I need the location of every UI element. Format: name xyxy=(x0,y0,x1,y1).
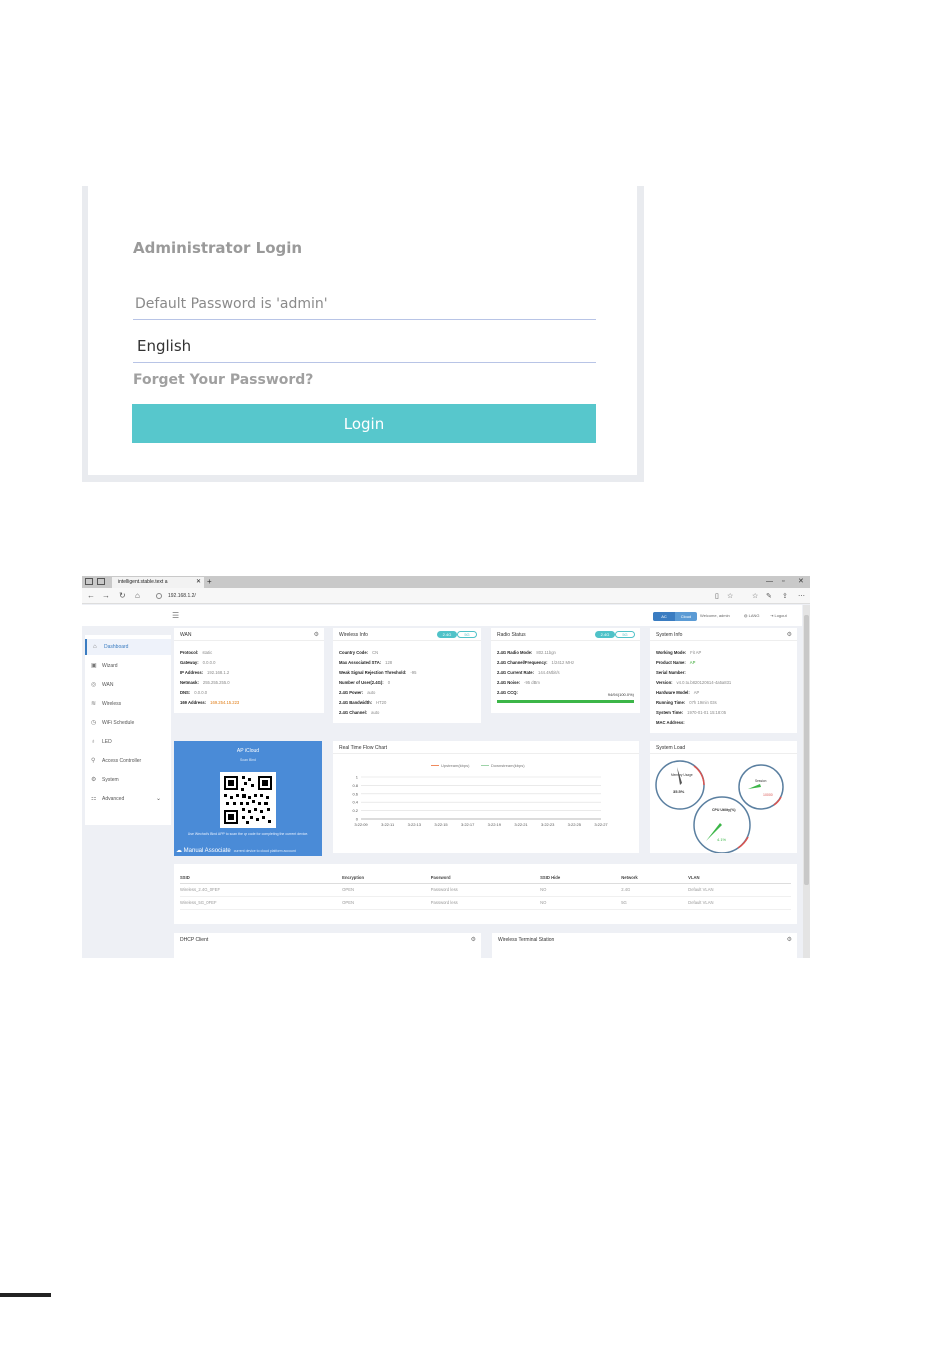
sidebar-item-label: WAN xyxy=(102,682,114,688)
sidebar-item-dashboard[interactable] xyxy=(85,639,171,655)
sidebar-item-system[interactable] xyxy=(85,772,171,788)
sidebar-item-wireless[interactable] xyxy=(85,696,171,712)
table-row[interactable] xyxy=(180,896,791,909)
pen-icon[interactable]: ✎ xyxy=(766,593,772,600)
system-info-panel xyxy=(650,628,797,733)
cpu-label: CPU Utility(%) xyxy=(712,808,736,812)
radio-row: 2.4G Radio Mode: 802.11bgn xyxy=(497,650,556,655)
sysinfo-row: Version: v4.0.tu.b820120614-4a5a831 xyxy=(656,680,732,685)
system-load-panel xyxy=(650,741,797,853)
manual-sub: current device to cloud platform account xyxy=(233,849,296,853)
wan-row: Gateway: 0.0.0.0 xyxy=(180,660,216,665)
panel-title: System Info xyxy=(656,632,683,638)
maximize-icon[interactable]: ▫ xyxy=(782,578,785,585)
y-tick-label: 0.4 xyxy=(352,799,358,805)
panel-title: Wireless Terminal Station xyxy=(498,937,555,943)
close-window-icon[interactable]: ✕ xyxy=(798,578,804,585)
x-tick-label: 3:22:21 xyxy=(514,822,528,827)
logout-label: Logout xyxy=(774,613,787,618)
home-icon: ⌂ xyxy=(93,644,97,650)
clock-icon: ◷ xyxy=(91,720,97,726)
sysinfo-row: Working Mode: Fit AP xyxy=(656,650,702,655)
pin-icon: ⚲ xyxy=(91,758,96,764)
session-gauge-needle xyxy=(748,784,761,789)
wan-row: Netmask: 255.255.255.0 xyxy=(180,680,230,685)
table-cell: Default VLAN xyxy=(688,883,791,896)
table-header-row xyxy=(180,873,791,883)
divider xyxy=(650,640,797,641)
wizard-icon: ▣ xyxy=(91,663,97,669)
tab-5g[interactable]: 5G xyxy=(457,631,477,638)
ccq-progress-bar xyxy=(497,700,634,703)
sysinfo-row: MAC Address: xyxy=(656,720,685,725)
sidebar-item-label: Advanced xyxy=(102,796,125,802)
panel-title: System Load xyxy=(656,745,686,751)
lang-label: LANG xyxy=(748,613,760,618)
welcome-text: Welcome, admin xyxy=(700,613,730,618)
session-label: Session xyxy=(755,779,767,783)
sidebar-item-label: System xyxy=(102,777,119,783)
tab-bar xyxy=(82,576,810,588)
site-info-icon[interactable] xyxy=(156,593,162,599)
column-header[interactable]: SSID xyxy=(180,873,342,883)
url-field[interactable] xyxy=(156,591,726,601)
wan-row: 169 Address: 169.254.15.223 xyxy=(180,700,240,705)
sliders-icon: ⚏ xyxy=(91,796,97,802)
sidebar-item-wifi-schedule[interactable] xyxy=(85,715,171,731)
wireless-row: Number of User(2.4G): 0 xyxy=(339,680,391,685)
radio-row: 2.4G Noise: -95 dBm xyxy=(497,680,540,685)
divider xyxy=(333,753,639,754)
gear-icon[interactable]: ⚙ xyxy=(786,937,792,943)
table-cell: OPEN xyxy=(342,896,431,909)
memory-gauge-red-zone xyxy=(694,766,704,785)
tab-2-4g[interactable]: 2.4G xyxy=(595,631,615,638)
y-tick-label: 1 xyxy=(355,774,358,780)
sidebar-item-wizard[interactable] xyxy=(85,658,171,674)
wan-panel xyxy=(174,628,324,713)
tab-title: intelligent.stable.text a xyxy=(118,579,168,585)
sidebar-item-label: Wireless xyxy=(102,701,122,707)
x-tick-label: 3:22:27 xyxy=(594,822,608,827)
globe-icon: ◍ xyxy=(744,613,749,618)
home-button-icon[interactable]: ⌂ xyxy=(135,591,140,600)
globe-icon: ◎ xyxy=(91,682,97,688)
panel-title: Real Time Flow Chart xyxy=(339,745,388,751)
wan-row: DNS: 0.0.0.0 xyxy=(180,690,208,695)
wan-row: IP Address: 192.168.1.2 xyxy=(180,670,230,675)
new-tab-icon[interactable]: + xyxy=(207,577,212,586)
sysinfo-row: Product Name: AP xyxy=(656,660,696,665)
wireless-row: 2.4G Bandwidth: HT20 xyxy=(339,700,387,705)
sidebar-item-label: WiFi Schedule xyxy=(102,720,135,726)
wan-row: Protocol: static xyxy=(180,650,213,655)
ap-cloud-panel xyxy=(174,741,322,856)
gear-icon[interactable]: ⚙ xyxy=(786,632,792,638)
favorites-icon[interactable]: ☆ xyxy=(752,593,759,600)
sidebar-item-label: Wizard xyxy=(102,663,118,669)
x-tick-label: 3:22:15 xyxy=(434,822,448,827)
table-cell: 2.4G xyxy=(621,883,688,896)
sidebar-item-advanced[interactable] xyxy=(85,791,171,807)
logout-icon: ⇥ xyxy=(770,613,775,618)
sysinfo-row: Serial Number: xyxy=(656,670,686,675)
tab-actions-icon[interactable] xyxy=(85,578,93,585)
panel-title: DHCP Client xyxy=(180,937,209,943)
sidebar-item-led[interactable] xyxy=(85,734,171,750)
hamburger-menu-icon[interactable]: ☰ xyxy=(172,611,180,620)
browser-window xyxy=(82,576,810,958)
cloud-subtitle: Scan Bind xyxy=(240,758,256,762)
wireless-row: Country Code: CN xyxy=(339,650,379,655)
forward-icon[interactable]: → xyxy=(102,591,110,600)
login-button[interactable]: Login xyxy=(132,404,596,443)
table-cell: Wireless_2.4G_0FEF xyxy=(180,883,342,896)
wireless-row: Max Associated STA: 128 xyxy=(339,660,393,665)
divider xyxy=(491,640,640,641)
refresh-icon[interactable]: ↻ xyxy=(119,591,126,600)
column-header[interactable]: SSID Hide xyxy=(540,873,621,883)
table-cell: Password less xyxy=(431,883,540,896)
dhcp-client-panel xyxy=(174,933,481,958)
gear-icon[interactable]: ⚙ xyxy=(313,632,319,638)
session-gauge-red-zone xyxy=(774,797,781,805)
sidebar-item-label: Dashboard xyxy=(104,644,129,650)
y-tick-label: 0.8 xyxy=(352,782,358,788)
radio-row: 2.4G CCQ: xyxy=(497,690,518,695)
bulb-icon: ♁ xyxy=(91,739,96,745)
y-tick-label: 0.2 xyxy=(352,808,358,814)
sidebar xyxy=(85,635,171,825)
divider xyxy=(333,640,481,641)
wireless-row: 2.4G Channel: auto xyxy=(339,710,380,715)
x-tick-label: 3:22:17 xyxy=(460,822,475,827)
sidebar-item-label: LED xyxy=(102,739,112,745)
x-tick-label: 3:22:19 xyxy=(487,822,502,827)
tab-5g[interactable]: 5G xyxy=(615,631,635,638)
manual-label: Manual Associate xyxy=(183,848,231,854)
table-row[interactable] xyxy=(180,883,791,896)
chevron-down-icon: ⌄ xyxy=(155,796,161,802)
login-card xyxy=(88,186,637,475)
ssid-table xyxy=(180,873,791,910)
reading-view-icon[interactable]: ▯ xyxy=(715,593,719,600)
url-text: 192.168.1.2/ xyxy=(168,593,196,599)
cloud-title: AP iCloud xyxy=(236,748,260,754)
ac-cloud-toggle[interactable] xyxy=(653,612,697,621)
wireless-row: Weak Signal Rejection Threshold: -95 xyxy=(339,670,417,675)
column-header[interactable]: Password xyxy=(431,873,540,883)
sysinfo-row: System Time: 1970-01-01 15:18:05 xyxy=(656,710,727,715)
wireless-terminal-panel xyxy=(492,933,797,958)
lang-link[interactable] xyxy=(744,613,760,618)
logout-link[interactable] xyxy=(770,613,787,618)
scroll-thumb[interactable] xyxy=(804,615,809,885)
gear-icon: ⚙ xyxy=(91,777,97,783)
manual-associate-link[interactable] xyxy=(176,847,296,854)
divider xyxy=(174,640,324,641)
wifi-icon: ≋ xyxy=(91,701,97,707)
x-tick-label: 3:22:23 xyxy=(540,822,555,827)
login-panel xyxy=(82,186,644,482)
gear-icon[interactable]: ⚙ xyxy=(470,937,476,943)
table-cell: Password less xyxy=(431,896,540,909)
radio-status-panel xyxy=(491,628,640,713)
panel-title: WAN xyxy=(180,632,192,638)
radio-row: 2.4G Current Rate: 144.4Mbit/s xyxy=(497,670,560,675)
panel-title: Wireless Info xyxy=(339,632,368,638)
panel-title: Radio Status xyxy=(497,632,526,638)
minimize-icon[interactable]: — xyxy=(766,578,773,585)
memory-value: 35.5% xyxy=(673,789,685,794)
address-bar xyxy=(82,588,810,604)
table-cell: Default VLAN xyxy=(688,896,791,909)
flow-chart-panel xyxy=(333,741,639,853)
favorite-star-icon[interactable]: ☆ xyxy=(727,593,734,600)
column-header[interactable]: Network xyxy=(621,873,688,883)
wireless-info-panel xyxy=(333,628,481,723)
tabs-overview-icon[interactable] xyxy=(97,578,105,585)
tab-2-4g[interactable]: 2.4G xyxy=(437,631,457,638)
login-title: Administrator Login xyxy=(133,239,303,257)
language-select[interactable]: English xyxy=(133,333,596,363)
qr-code xyxy=(220,772,276,828)
ac-option[interactable]: AC xyxy=(653,612,675,621)
y-tick-label: 0.6 xyxy=(352,791,358,797)
more-icon[interactable]: ⋯ xyxy=(798,593,805,600)
cpu-value: 4.1% xyxy=(717,837,727,842)
x-tick-label: 3:22:13 xyxy=(407,822,422,827)
browser-tab[interactable] xyxy=(112,577,204,588)
column-header[interactable]: VLAN xyxy=(688,873,791,883)
sysinfo-row: Running Time: 07h 19min 03s xyxy=(656,700,717,705)
cloud-description: Use Wechat's Bind APP to scan the qr code for completing the current device. xyxy=(187,832,309,836)
ccq-value: 94/94(100.0%) xyxy=(607,692,634,697)
table-cell: 5G xyxy=(621,896,688,909)
x-tick-label: 3:22:09 xyxy=(354,822,368,827)
sysinfo-row: Hardware Model: AP xyxy=(656,690,700,695)
y-tick-label: 0 xyxy=(355,816,358,822)
column-header[interactable]: Encryption xyxy=(342,873,431,883)
share-icon[interactable]: ⇪ xyxy=(782,593,788,600)
table-cell: NO xyxy=(540,883,621,896)
cloud-option[interactable]: Cloud xyxy=(680,614,692,619)
sidebar-item-wan[interactable] xyxy=(85,677,171,693)
session-value: 10000 xyxy=(763,793,773,797)
table-cell: NO xyxy=(540,896,621,909)
close-tab-icon[interactable]: ✕ xyxy=(195,579,201,585)
sidebar-item-label: Access Controller xyxy=(102,758,142,764)
wireless-row: 2.4G Power: auto xyxy=(339,690,376,695)
sidebar-item-access-controller[interactable] xyxy=(85,753,171,769)
table-cell: Wireless_5G_0FEF xyxy=(180,896,342,909)
gauges xyxy=(650,753,797,853)
password-input[interactable] xyxy=(133,288,596,320)
flow-chart xyxy=(333,771,639,851)
back-icon[interactable]: ← xyxy=(87,591,95,600)
app-header xyxy=(82,605,802,626)
page-footer-rule xyxy=(0,1293,51,1297)
page-scrollbar[interactable] xyxy=(803,605,810,958)
radio-row: 2.4G Channel/Frequency: 1/2412 MHz xyxy=(497,660,575,665)
x-tick-label: 3:22:11 xyxy=(381,822,395,827)
ssid-panel xyxy=(174,864,797,924)
cloud-icon: ☁ xyxy=(176,848,184,854)
forget-password-link[interactable]: Forget Your Password? xyxy=(133,372,314,388)
table-cell: OPEN xyxy=(342,883,431,896)
legend-downstream[interactable]: Downstream(kbps) xyxy=(481,763,525,768)
memory-label: Memory Usage xyxy=(671,773,693,777)
x-tick-label: 3:22:25 xyxy=(567,822,582,827)
legend-upstream[interactable]: Upstream(kbps) xyxy=(431,763,469,768)
